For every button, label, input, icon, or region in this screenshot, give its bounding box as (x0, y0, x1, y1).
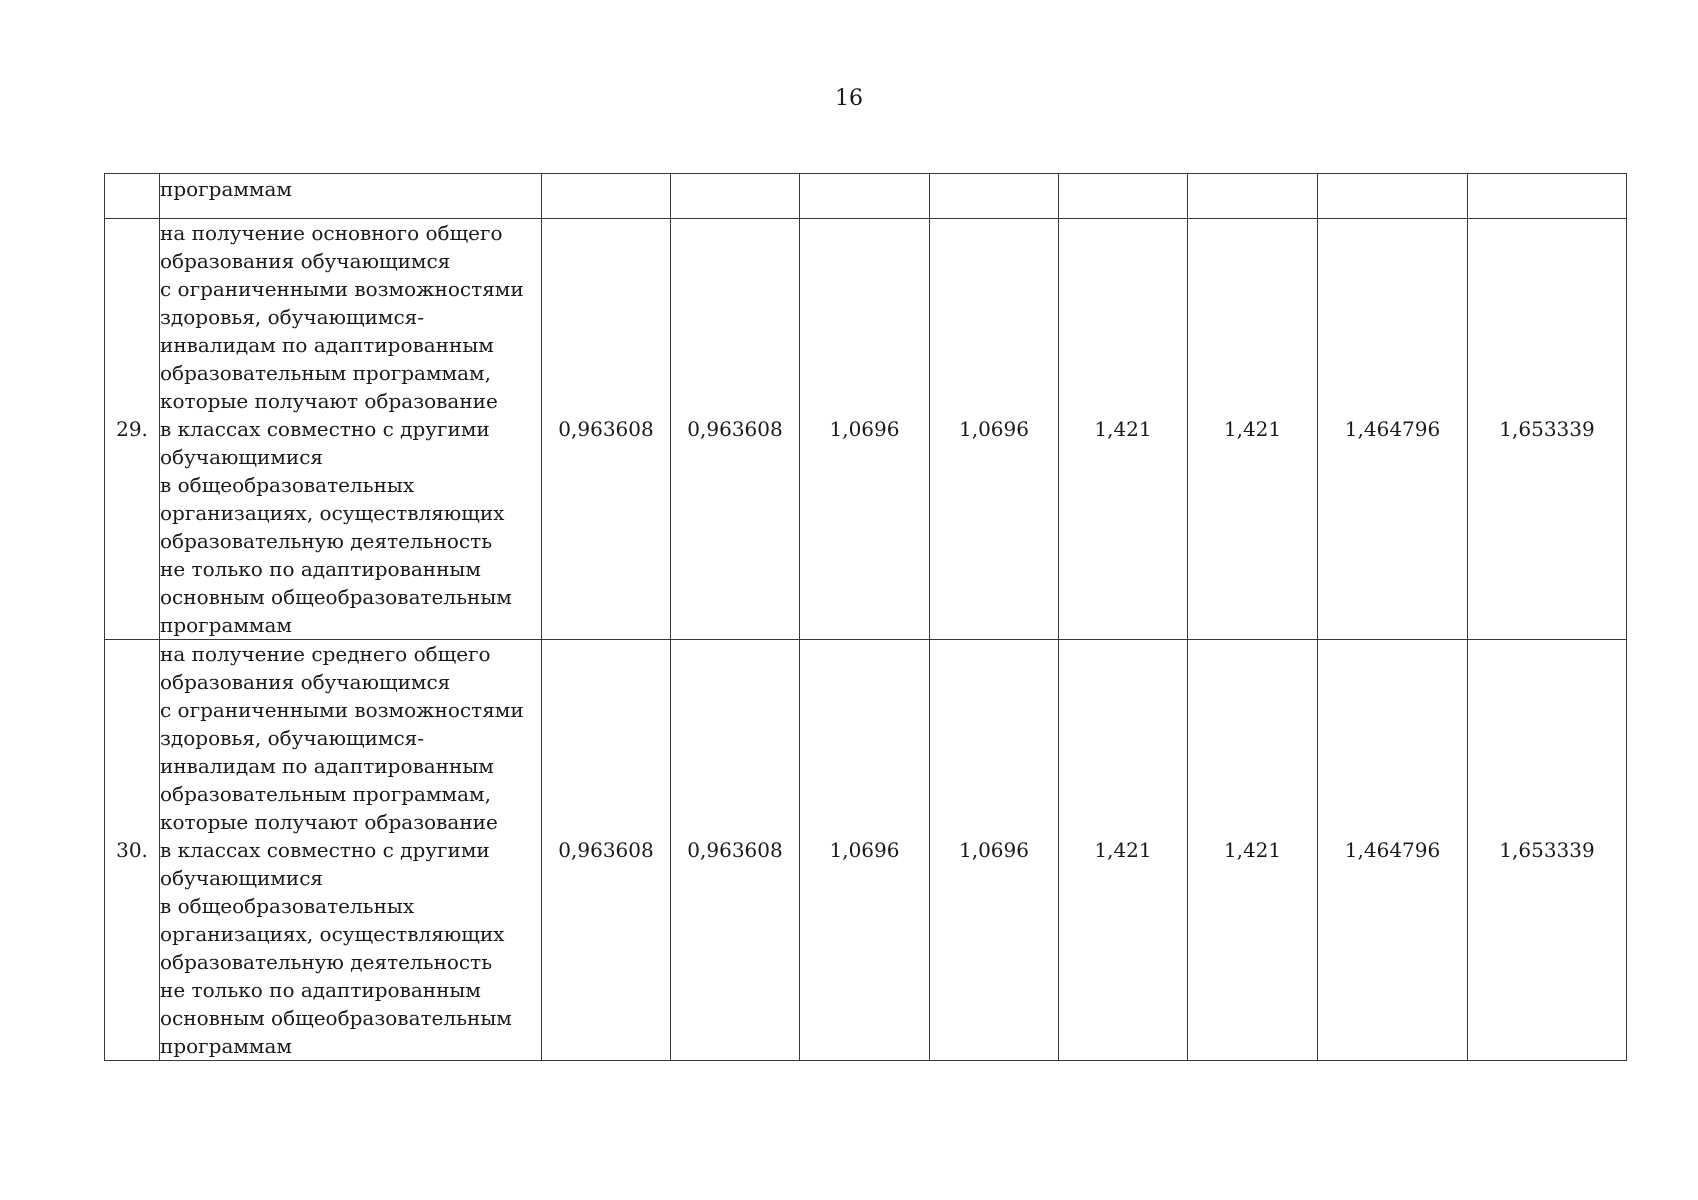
value-cell: 0,963608 (671, 219, 800, 640)
value-cell (542, 174, 671, 219)
value-cell: 1,421 (1059, 219, 1188, 640)
value-cell: 1,464796 (1318, 219, 1468, 640)
description-line: образовательную деятельность (160, 529, 493, 553)
value-cell (1468, 174, 1627, 219)
description-line: в общеобразовательных (160, 894, 415, 918)
value-cell: 1,0696 (800, 219, 930, 640)
value-cell: 1,421 (1188, 640, 1318, 1061)
description-line: которые получают образование (160, 389, 498, 413)
description-line: основным общеобразовательным (160, 1006, 512, 1030)
description-line: на получение основного общего (160, 221, 503, 245)
table-row-30 (105, 640, 1627, 1061)
value-cell (671, 174, 800, 219)
row-number-cell: 30. (105, 640, 160, 1061)
description-line: образовательным программам, (160, 361, 491, 385)
value-cell: 1,0696 (930, 219, 1059, 640)
value-cell: 1,0696 (800, 640, 930, 1061)
value-cell: 1,653339 (1468, 640, 1627, 1061)
description-line: организациях, осуществляющих (160, 922, 505, 946)
description-line: с ограниченными возможностями (160, 277, 524, 301)
value-cell (800, 174, 930, 219)
description-line: образовательную деятельность (160, 950, 493, 974)
value-cell (930, 174, 1059, 219)
value-cell (1059, 174, 1188, 219)
row-number-cell (105, 174, 160, 219)
description-line: программам (160, 613, 292, 637)
coefficients-table (104, 173, 1627, 1061)
value-cell: 0,963608 (542, 219, 671, 640)
description-line: организациях, осуществляющих (160, 501, 505, 525)
description-line: в классах совместно с другими (160, 417, 490, 441)
row-description-cell (160, 640, 542, 1061)
value-cell: 0,963608 (671, 640, 800, 1061)
description-line: в общеобразовательных (160, 473, 415, 497)
description-line: обучающимися (160, 445, 324, 469)
description-line: которые получают образование (160, 810, 498, 834)
description-line: с ограниченными возможностями (160, 698, 524, 722)
value-cell: 1,421 (1059, 640, 1188, 1061)
value-cell: 1,0696 (930, 640, 1059, 1061)
description-line: в классах совместно с другими (160, 838, 490, 862)
table-row-continuation (105, 174, 1627, 219)
value-cell: 1,464796 (1318, 640, 1468, 1061)
description-line: основным общеобразовательным (160, 585, 512, 609)
table-row-29 (105, 219, 1627, 640)
value-cell (1188, 174, 1318, 219)
description-line: не только по адаптированным (160, 978, 481, 1002)
description-line: программам (160, 177, 292, 201)
description-line: инвалидам по адаптированным (160, 333, 494, 357)
row-description-cell (160, 174, 542, 219)
description-line: образования обучающимся (160, 249, 451, 273)
value-cell: 1,653339 (1468, 219, 1627, 640)
description-line: программам (160, 1034, 292, 1058)
description-line: не только по адаптированным (160, 557, 481, 581)
page-number: 16 (835, 86, 863, 111)
value-cell (1318, 174, 1468, 219)
value-cell: 1,421 (1188, 219, 1318, 640)
description-line: инвалидам по адаптированным (160, 754, 494, 778)
description-line: образовательным программам, (160, 782, 491, 806)
row-number-cell: 29. (105, 219, 160, 640)
row-description-cell (160, 219, 542, 640)
description-line: на получение среднего общего (160, 642, 491, 666)
description-line: здоровья, обучающимся- (160, 305, 425, 329)
description-line: здоровья, обучающимся- (160, 726, 425, 750)
description-line: обучающимися (160, 866, 324, 890)
value-cell: 0,963608 (542, 640, 671, 1061)
description-line: образования обучающимся (160, 670, 451, 694)
